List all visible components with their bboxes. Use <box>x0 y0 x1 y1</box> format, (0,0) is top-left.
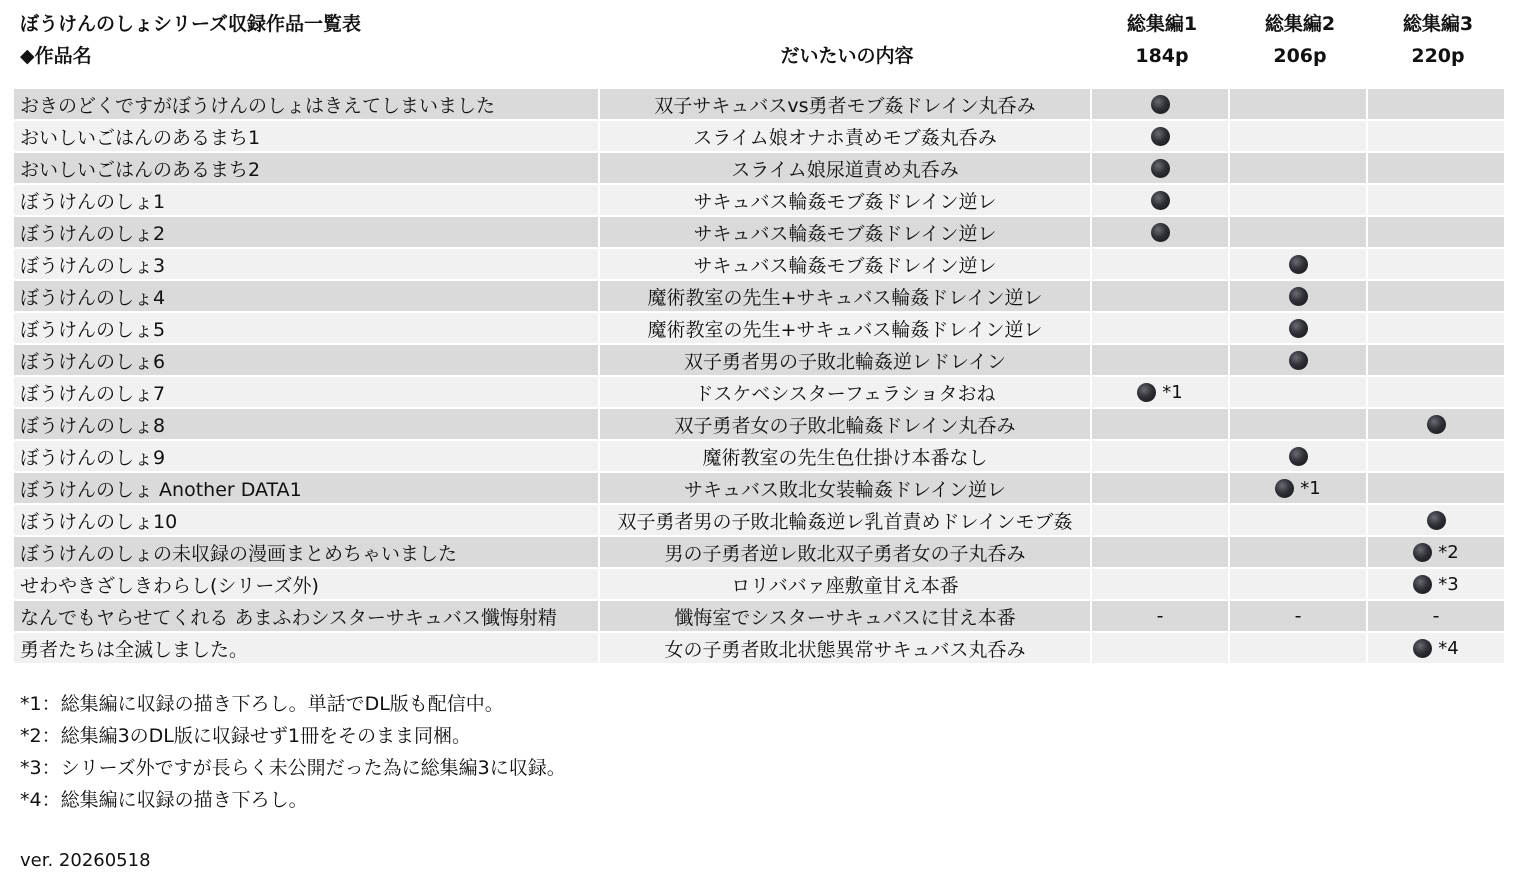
volume-mark <box>1151 223 1170 242</box>
volume-2-cell <box>1230 409 1366 439</box>
volume-1-header <box>1093 8 1231 72</box>
table-row <box>14 633 1506 663</box>
footnote-ref: *1 <box>1162 381 1183 403</box>
volume-3-pages: 220p <box>1411 45 1465 67</box>
volume-1-cell <box>1092 281 1228 311</box>
footnote-ref: *2 <box>1438 541 1459 563</box>
table-row <box>14 217 1506 247</box>
work-title: ぼうけんのしょ2 <box>14 217 598 247</box>
work-content: 女の子勇者敗北状態異常サキュバス丸呑み <box>600 633 1090 663</box>
table-row <box>14 377 1506 407</box>
table-row <box>14 441 1506 471</box>
volume-2-cell <box>1230 377 1366 407</box>
volume-3-cell <box>1368 473 1504 503</box>
work-content: 魔術教室の先生+サキュバス輪姦ドレイン逆レ <box>600 313 1090 343</box>
work-content: 男の子勇者逆レ敗北双子勇者女の子丸呑み <box>600 537 1090 567</box>
work-content: スライム娘オナホ責めモブ姦丸呑み <box>600 121 1090 151</box>
table-row <box>14 537 1506 567</box>
volume-mark <box>1151 159 1170 178</box>
volume-mark <box>1427 415 1446 434</box>
included-dot-icon <box>1427 511 1446 530</box>
volume-2-cell <box>1230 281 1366 311</box>
volume-1-cell <box>1092 217 1228 247</box>
volume-2-cell <box>1230 633 1366 663</box>
table-row <box>14 569 1506 599</box>
footnotes <box>20 688 566 816</box>
included-dot-icon <box>1151 223 1170 242</box>
content-column-header: だいたいの内容 <box>780 45 914 67</box>
volume-3-cell <box>1368 89 1504 119</box>
table-row <box>14 505 1506 535</box>
volume-1-cell <box>1092 377 1228 407</box>
volume-3-cell <box>1368 121 1504 151</box>
footnote-3: *3：シリーズ外ですが長らく未公開だった為に総集編3に収録。 <box>20 757 566 779</box>
volume-1-cell <box>1092 441 1228 471</box>
volume-3-cell <box>1368 377 1504 407</box>
volume-2-name: 総集編2 <box>1264 13 1336 35</box>
volume-mark <box>1413 574 1458 595</box>
work-title: ぼうけんのしょ9 <box>14 441 598 471</box>
volume-2-cell <box>1230 601 1366 631</box>
volume-3-cell <box>1368 441 1504 471</box>
volume-2-cell <box>1230 313 1366 343</box>
work-content: 双子サキュバスvs勇者モブ姦ドレイン丸呑み <box>600 89 1090 119</box>
volume-2-cell <box>1230 89 1366 119</box>
volume-2-cell <box>1230 441 1366 471</box>
volume-3-cell <box>1368 217 1504 247</box>
included-dot-icon <box>1151 127 1170 146</box>
work-content: サキュバス輪姦モブ姦ドレイン逆レ <box>600 217 1090 247</box>
volume-1-cell <box>1092 121 1228 151</box>
work-content: 双子勇者男の子敗北輪姦逆レ乳首責めドレインモブ姦 <box>600 505 1090 535</box>
volume-mark <box>1289 351 1308 370</box>
works-table <box>14 89 1506 665</box>
work-content: サキュバス輪姦モブ姦ドレイン逆レ <box>600 185 1090 215</box>
volume-1-cell <box>1092 409 1228 439</box>
work-content: サキュバス敗北女装輪姦ドレイン逆レ <box>600 473 1090 503</box>
included-dot-icon <box>1151 95 1170 114</box>
title-column-header: ◆作品名 <box>20 45 92 67</box>
included-dot-icon <box>1137 383 1156 402</box>
volume-2-pages: 206p <box>1273 45 1327 67</box>
volume-mark <box>1289 255 1308 274</box>
volume-2-cell <box>1230 121 1366 151</box>
volume-mark <box>1433 605 1440 627</box>
included-dot-icon <box>1427 415 1446 434</box>
volume-1-cell <box>1092 473 1228 503</box>
work-title: ぼうけんのしょ Another DATA1 <box>14 473 598 503</box>
volume-mark <box>1137 382 1182 403</box>
volume-1-cell <box>1092 601 1228 631</box>
work-content: 懺悔室でシスターサキュバスに甘え本番 <box>600 601 1090 631</box>
volume-3-cell <box>1368 537 1504 567</box>
volume-1-cell <box>1092 537 1228 567</box>
work-title: ぼうけんのしょの未収録の漫画まとめちゃいました <box>14 537 598 567</box>
volume-1-name: 総集編1 <box>1126 13 1198 35</box>
work-title: ぼうけんのしょ6 <box>14 345 598 375</box>
version-label: ver. 20260518 <box>20 850 151 871</box>
volume-3-cell <box>1368 505 1504 535</box>
volume-mark <box>1295 605 1302 627</box>
volume-2-cell <box>1230 569 1366 599</box>
volume-3-header <box>1369 8 1507 72</box>
volume-1-cell <box>1092 345 1228 375</box>
footnote-ref: *4 <box>1438 637 1459 659</box>
included-dot-icon <box>1289 447 1308 466</box>
work-title: なんでもヤらせてくれる あまふわシスターサキュバス懺悔射精 <box>14 601 598 631</box>
table-row <box>14 89 1506 119</box>
work-content: ロリババァ座敷童甘え本番 <box>600 569 1090 599</box>
work-title: ぼうけんのしょ5 <box>14 313 598 343</box>
table-row <box>14 185 1506 215</box>
work-title: ぼうけんのしょ4 <box>14 281 598 311</box>
work-content: 魔術教室の先生色仕掛け本番なし <box>600 441 1090 471</box>
footnote-4: *4：総集編に収録の描き下ろし。 <box>20 789 308 811</box>
table-row <box>14 473 1506 503</box>
work-title: せわやきざしきわらし(シリーズ外) <box>14 569 598 599</box>
volume-2-cell <box>1230 217 1366 247</box>
volume-3-cell <box>1368 153 1504 183</box>
included-dot-icon <box>1289 287 1308 306</box>
included-dot-icon <box>1275 479 1294 498</box>
work-content: サキュバス輪姦モブ姦ドレイン逆レ <box>600 249 1090 279</box>
volume-mark <box>1289 319 1308 338</box>
table-row <box>14 345 1506 375</box>
volume-1-cell <box>1092 505 1228 535</box>
work-title: ぼうけんのしょ1 <box>14 185 598 215</box>
table-row <box>14 153 1506 183</box>
volume-3-cell <box>1368 313 1504 343</box>
volume-mark <box>1289 447 1308 466</box>
volume-mark <box>1151 95 1170 114</box>
footnote-1: *1：総集編に収録の描き下ろし。単話でDL版も配信中。 <box>20 693 504 715</box>
included-dot-icon <box>1289 319 1308 338</box>
volume-2-cell <box>1230 185 1366 215</box>
included-dot-icon <box>1413 543 1432 562</box>
volume-1-cell <box>1092 313 1228 343</box>
table-row <box>14 249 1506 279</box>
work-title: ぼうけんのしょ8 <box>14 409 598 439</box>
volume-2-cell <box>1230 345 1366 375</box>
volume-1-cell <box>1092 89 1228 119</box>
volume-mark <box>1151 191 1170 210</box>
volume-3-cell <box>1368 249 1504 279</box>
work-title: ぼうけんのしょ10 <box>14 505 598 535</box>
included-dot-icon <box>1413 639 1432 658</box>
volume-2-cell <box>1230 537 1366 567</box>
work-content: 魔術教室の先生+サキュバス輪姦ドレイン逆レ <box>600 281 1090 311</box>
volume-3-cell <box>1368 633 1504 663</box>
not-applicable-mark: - <box>1432 605 1440 627</box>
volume-mark <box>1157 605 1164 627</box>
included-dot-icon <box>1289 351 1308 370</box>
volume-3-cell <box>1368 185 1504 215</box>
work-title: 勇者たちは全滅しました。 <box>14 633 598 663</box>
table-row <box>14 281 1506 311</box>
volume-mark <box>1289 287 1308 306</box>
volume-1-pages: 184p <box>1135 45 1189 67</box>
included-dot-icon <box>1151 191 1170 210</box>
work-title: おいしいごはんのあるまち1 <box>14 121 598 151</box>
volume-1-cell <box>1092 153 1228 183</box>
volume-3-cell <box>1368 345 1504 375</box>
not-applicable-mark: - <box>1156 605 1164 627</box>
included-dot-icon <box>1413 575 1432 594</box>
table-row <box>14 313 1506 343</box>
volume-3-name: 総集編3 <box>1402 13 1474 35</box>
footnote-2: *2：総集編3のDL版に収録せず1冊をそのまま同梱。 <box>20 725 471 747</box>
work-content: 双子勇者女の子敗北輪姦ドレイン丸呑み <box>600 409 1090 439</box>
volume-mark <box>1413 638 1458 659</box>
volume-2-cell <box>1230 153 1366 183</box>
volume-1-cell <box>1092 249 1228 279</box>
volume-1-cell <box>1092 569 1228 599</box>
table-row <box>14 409 1506 439</box>
included-dot-icon <box>1289 255 1308 274</box>
footnote-ref: *3 <box>1438 573 1459 595</box>
volume-1-cell <box>1092 185 1228 215</box>
work-title: おいしいごはんのあるまち2 <box>14 153 598 183</box>
volume-mark <box>1275 478 1320 499</box>
volume-3-cell <box>1368 281 1504 311</box>
page-title: ぼうけんのしょシリーズ収録作品一覧表 <box>20 13 362 35</box>
volume-3-cell <box>1368 569 1504 599</box>
volume-mark <box>1151 127 1170 146</box>
table-row <box>14 601 1506 631</box>
volume-2-cell <box>1230 249 1366 279</box>
work-title: ぼうけんのしょ7 <box>14 377 598 407</box>
work-content: ドスケベシスターフェラショタおね <box>600 377 1090 407</box>
table-row <box>14 121 1506 151</box>
volume-3-cell <box>1368 409 1504 439</box>
volume-2-cell <box>1230 505 1366 535</box>
not-applicable-mark: - <box>1294 605 1302 627</box>
volume-2-header <box>1231 8 1369 72</box>
volume-2-cell <box>1230 473 1366 503</box>
volume-mark <box>1413 542 1458 563</box>
volume-mark <box>1427 511 1446 530</box>
footnote-ref: *1 <box>1300 477 1321 499</box>
work-title: おきのどくですがぼうけんのしょはきえてしまいました <box>14 89 598 119</box>
work-title: ぼうけんのしょ3 <box>14 249 598 279</box>
included-dot-icon <box>1151 159 1170 178</box>
volume-3-cell <box>1368 601 1504 631</box>
work-content: スライム娘尿道責め丸呑み <box>600 153 1090 183</box>
work-content: 双子勇者男の子敗北輪姦逆レドレイン <box>600 345 1090 375</box>
volume-1-cell <box>1092 633 1228 663</box>
